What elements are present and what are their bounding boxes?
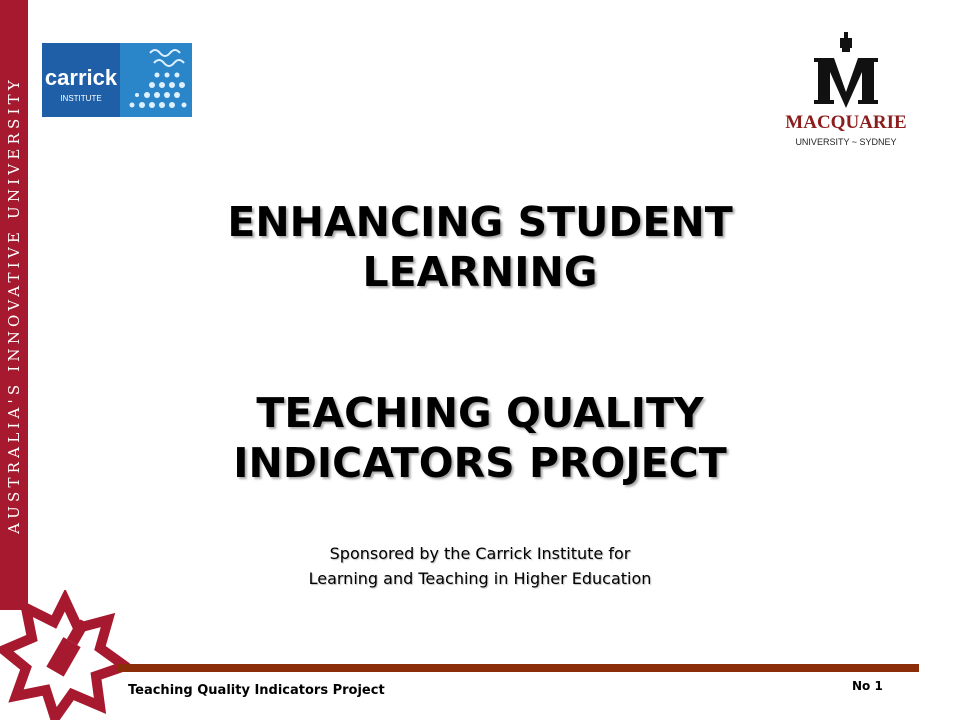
sidebar-tagline — [0, 0, 28, 610]
title-line: LEARNING — [362, 248, 598, 296]
sponsor-note — [90, 541, 870, 591]
sponsor-line: Sponsored by the Carrick Institute for — [329, 544, 631, 563]
title-line: ENHANCING STUDENT — [227, 198, 733, 246]
macquarie-university-logo — [780, 30, 912, 152]
svg-text:carrick: carrick — [44, 65, 118, 90]
footer-divider — [117, 664, 919, 672]
carrick-institute-logo — [42, 43, 192, 117]
svg-text:MACQUARIE: MACQUARIE — [785, 112, 907, 133]
svg-text:UNIVERSITY ~ SYDNEY: UNIVERSITY ~ SYDNEY — [795, 137, 897, 147]
sponsor-line: Learning and Teaching in Higher Education — [308, 569, 652, 588]
sidebar-tagline-text: AUSTRALIA'S INNOVATIVE UNIVERSITY — [5, 76, 24, 534]
footer-project-name: Teaching Quality Indicators Project — [128, 683, 385, 698]
svg-text:INSTITUTE: INSTITUTE — [60, 94, 102, 103]
title-line: TEACHING QUALITY — [256, 389, 704, 437]
slide-number: No 1 — [852, 679, 883, 693]
title-line: INDICATORS PROJECT — [233, 439, 727, 487]
slide-title-primary — [90, 197, 870, 297]
university-star-emblem — [0, 590, 130, 720]
slide-title-secondary — [90, 388, 870, 488]
